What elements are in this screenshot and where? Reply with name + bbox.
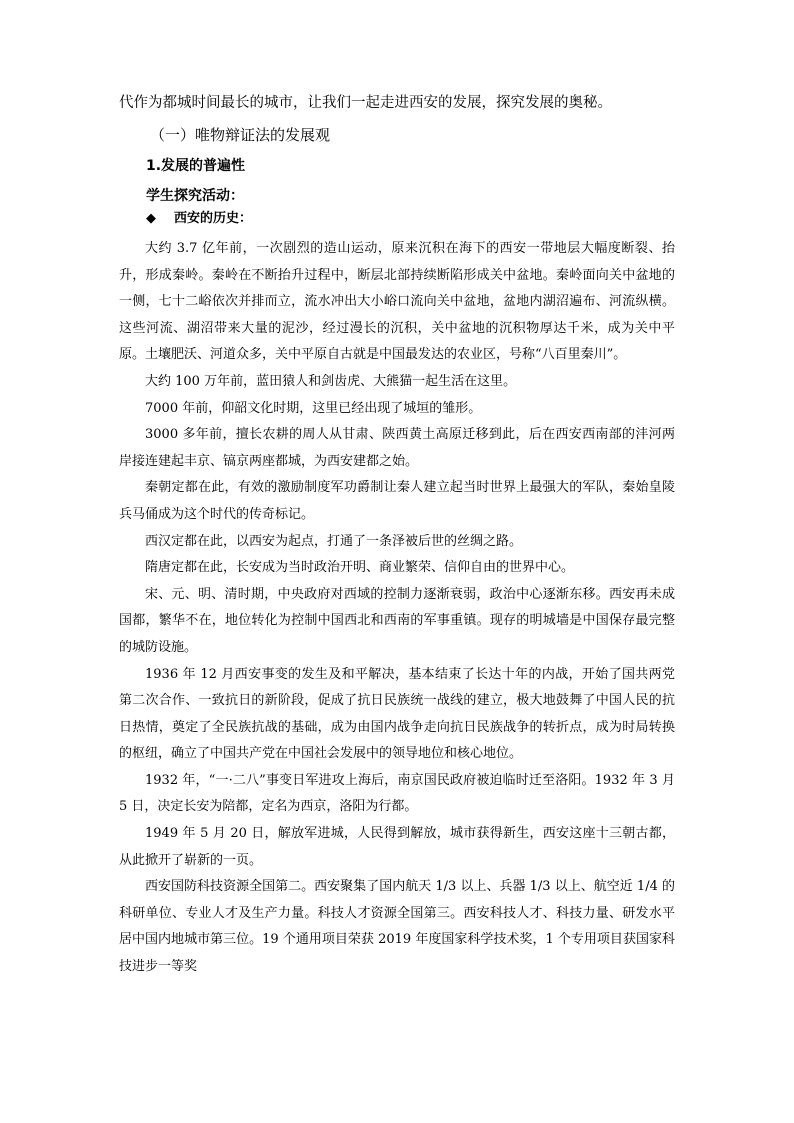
paragraph: 秦朝定都在此，有效的激励制度军功爵制让秦人建立起当时世界上最强大的军队，秦始皇陵兵马俑成为这个时代的传奇标记。: [119, 480, 675, 522]
bullet-item: [146, 209, 252, 229]
paragraph: 大约 100 万年前，蓝田猿人和剑齿虎、大熊猫一起生活在这里。: [145, 373, 517, 389]
paragraph: 隋唐定都在此，长安成为当时政治开明、商业繁荣、信仰自由的世界中心。: [145, 560, 575, 576]
paragraph: 宋、元、明、清时期，中央政府对西域的控制力逐渐衰弱，政治中心逐渐东移。西安再未成国都，繁华不在，地位转化为控制中国西北和西南的军事重镇。现存的明城墙是中国保存最完整的城防设施。: [119, 586, 675, 655]
paragraph: 大约 3.7 亿年前，一次剧烈的造山运动，原来沉积在海下的西安一带地层大幅度断裂、抬升，形成秦岭。秦岭在不断抬升过程中，断层北部持续断陷形成关中盆地。秦岭面向关中盆地的一侧，七十二峪依次并排而立，流水冲出大小峪口流向关中盆地，盆地内湖沼遍布、河流纵横。这些河流、湖沼带来大量的泥沙，经过漫长的沉积，关中盆地的沉积物厚达千米，成为关中平原。土壤肥沃、河道众多，关中平原自古就是中国最发达的农业区，号称“八百里秦川”。: [119, 241, 675, 363]
intro-line: 代作为都城时间最长的城市，让我们一起走进西安的发展，探究发展的奥秘。: [119, 95, 612, 111]
paragraph: 1949 年 5 月 20 日，解放军进城，人民得到解放，城市获得新生，西安这座十三朝古都，从此掀开了崭新的一页。: [119, 826, 675, 868]
history-body: [119, 236, 675, 981]
activity-label: 学生探究活动：: [146, 188, 244, 204]
paragraph: 3000 多年前，擅长农耕的周人从甘肃、陕西黄土高原迁移到此，后在西安西南部的沣河两岸接连建起丰京、镐京两座都城，为西安建都之始。: [119, 427, 675, 469]
subheading: 1.发展的普遍性: [146, 158, 246, 174]
paragraph: 7000 年前，仰韶文化时期，这里已经出现了城垣的雏形。: [145, 400, 482, 416]
paragraph: 西汉定都在此，以西安为起点，打通了一条泽被后世的丝绸之路。: [145, 533, 523, 549]
section-heading: （一）唯物辩证法的发展观: [150, 126, 331, 144]
diamond-bullet-icon: ◆: [146, 211, 156, 226]
paragraph: 西安国防科技资源全国第二。西安聚集了国内航天 1/3 以上、兵器 1/3 以上、航空近 1/4 的科研单位、专业人才及生产力量。科技人才资源全国第三。西安科技人才、科技力量、研发水平居中国内地城市第三位。19 个通用项目荣获 2019 年度国家科学技术奖，1 个专用项目获国家科技进步一等奖: [119, 879, 675, 975]
bullet-label: 西安的历史：: [174, 211, 253, 226]
paragraph: 1932 年，“一·二八”事变日军进攻上海后，南京国民政府被迫临时迁至洛阳。1932 年 3 月 5 日，决定长安为陪都，定名为西京，洛阳为行都。: [119, 772, 675, 815]
paragraph: 1936 年 12 月西安事变的发生及和平解决，基本结束了长达十年的内战，开始了国共两党第二次合作、一致抗日的新阶段，促成了抗日民族统一战线的建立，极大地鼓舞了中国人民的抗日热情，奠定了全民族抗战的基础，成为由国内战争走向抗日民族战争的转折点，成为时局转换的枢纽，确立了中国共产党在中国社会发展中的领导地位和核心地位。: [119, 666, 675, 762]
